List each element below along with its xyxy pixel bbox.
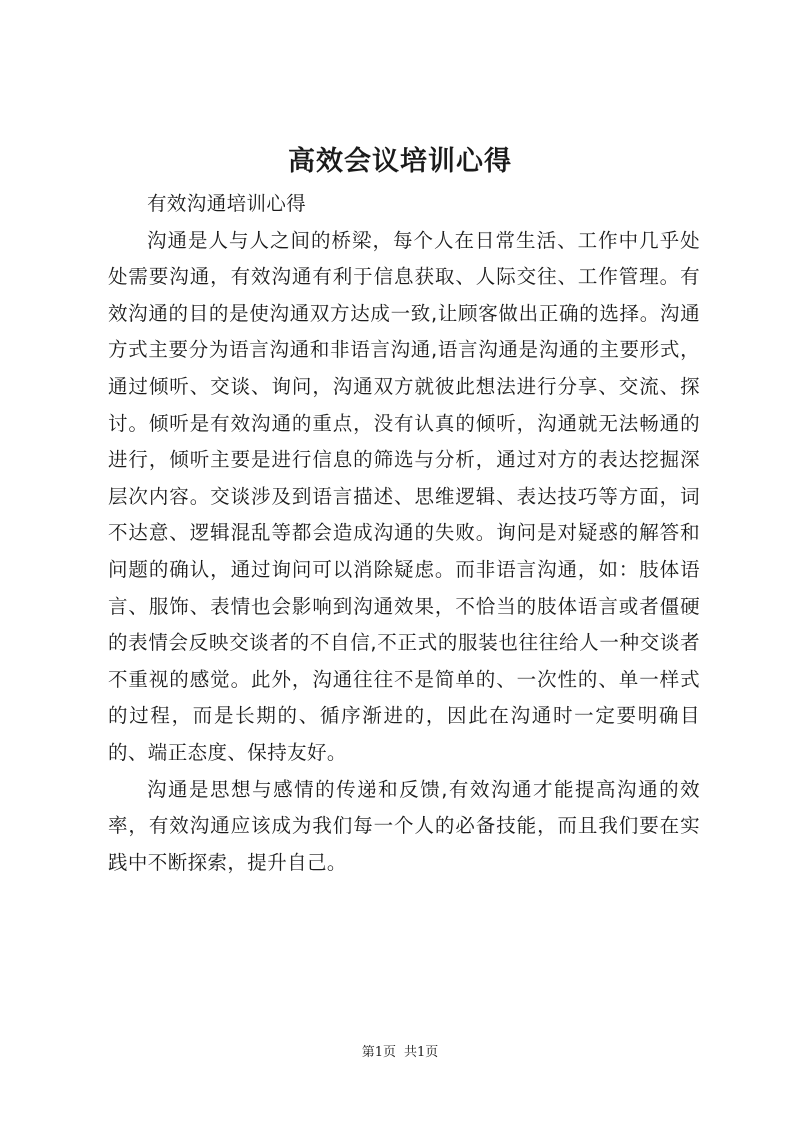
body-paragraph-1: 沟通是人与人之间的桥梁，每个人在日常生活、工作中几乎处处需要沟通，有效沟通有利于信息获取、人际交往、工作管理。有效沟通的目的是使沟通双方达成一致,让顾客做出正确的选择。沟通方式主要分为语言沟通和非语言沟通,语言沟通是沟通的主要形式，通过倾听、交谈、询问，沟通双方就彼此想法进行分享、交流、探讨。倾听是有效沟通的重点，没有认真的倾听，沟通就无法畅通的进行，倾听主要是进行信息的筛选与分析，通过对方的表达挖掘深层次内容。交谈涉及到语言描述、思维逻辑、表达技巧等方面，词不达意、逻辑混乱等都会造成沟通的失败。询问是对疑惑的解答和问题的确认，通过询问可以消除疑虑。而非语言沟通，如：肢体语言、服饰、表情也会影响到沟通效果，不恰当的肢体语言或者僵硬的表情会反映交谈者的不自信,不正式的服装也往往给人一种交谈者不重视的感觉。此外，沟通往往不是简单的、一次性的、单一样式的过程，而是长期的、循序渐进的，因此在沟通时一定要明确目的、端正态度、保持友好。: [108, 228, 700, 764]
document-title: 高效会议培训心得: [288, 146, 512, 177]
document-body: [108, 186, 700, 881]
document-subtitle: 有效沟通培训心得: [147, 192, 307, 215]
page-footer: [0, 1043, 800, 1063]
page-number: 第1页: [361, 1045, 396, 1060]
page-total: 共1页: [404, 1045, 439, 1060]
body-paragraph-2: 沟通是思想与感情的传递和反馈,有效沟通才能提高沟通的效率，有效沟通应该成为我们每一个人的必备技能，而且我们要在实践中不断探索，提升自己。: [108, 777, 700, 874]
